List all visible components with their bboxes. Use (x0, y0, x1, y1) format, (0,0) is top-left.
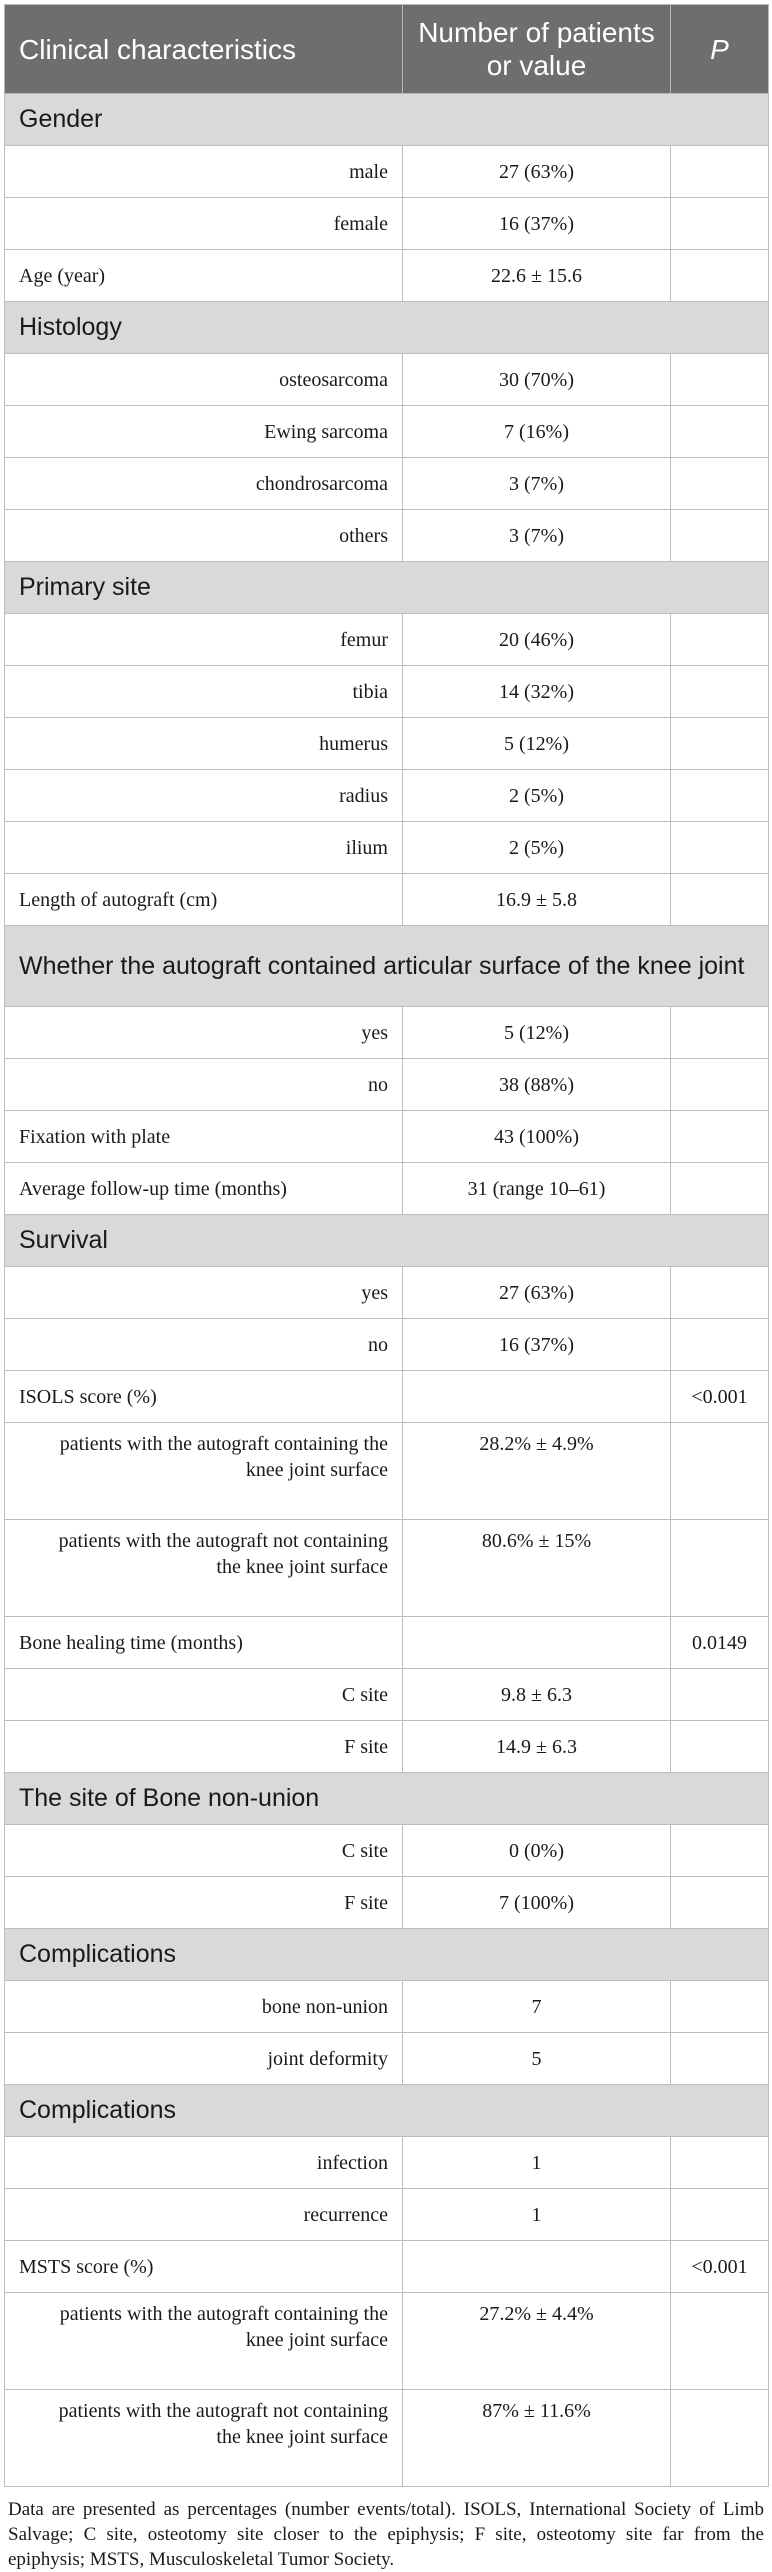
section-header-row (5, 1773, 769, 1825)
row-label: others (5, 510, 403, 562)
table-row (5, 1877, 769, 1929)
table-row (5, 406, 769, 458)
row-p-value (671, 614, 769, 666)
section-header: The site of Bone non-union (5, 1773, 769, 1825)
row-p-value (671, 2293, 769, 2390)
row-value: 2 (5%) (403, 822, 671, 874)
row-p-value (671, 1423, 769, 1520)
header-clinical-characteristics: Clinical characteristics (5, 5, 403, 94)
row-value: 1 (403, 2189, 671, 2241)
table-row (5, 614, 769, 666)
row-p-value (671, 2189, 769, 2241)
row-value: 1 (403, 2137, 671, 2189)
table-row (5, 146, 769, 198)
row-value: 14 (32%) (403, 666, 671, 718)
section-header-row (5, 1215, 769, 1267)
section-header-row (5, 1929, 769, 1981)
table-row (5, 1721, 769, 1773)
row-label: Length of autograft (cm) (5, 874, 403, 926)
table-row (5, 874, 769, 926)
row-p-value (671, 1520, 769, 1617)
table-row (5, 2189, 769, 2241)
section-header: Whether the autograft contained articular surface of the knee joint (5, 926, 769, 1007)
table-row (5, 354, 769, 406)
table-row (5, 822, 769, 874)
row-label: Fixation with plate (5, 1111, 403, 1163)
row-value: 5 (403, 2033, 671, 2085)
row-p-value (671, 458, 769, 510)
row-value: 5 (12%) (403, 1007, 671, 1059)
header-number-of-patients: Number of patients or value (403, 5, 671, 94)
table-row (5, 1111, 769, 1163)
row-p-value (671, 666, 769, 718)
row-label: Bone healing time (months) (5, 1617, 403, 1669)
row-value: 7 (100%) (403, 1877, 671, 1929)
row-p-value (671, 1825, 769, 1877)
row-label: Age (year) (5, 250, 403, 302)
row-label: ISOLS score (%) (5, 1371, 403, 1423)
section-header: Gender (5, 94, 769, 146)
row-value: 16.9 ± 5.8 (403, 874, 671, 926)
row-label: patients with the autograft containing the knee joint surface (5, 1423, 403, 1520)
table-row (5, 198, 769, 250)
table-row (5, 1825, 769, 1877)
row-p-value (671, 1059, 769, 1111)
row-label: Average follow-up time (months) (5, 1163, 403, 1215)
table-row (5, 1059, 769, 1111)
row-p-value: <0.001 (671, 2241, 769, 2293)
table-row (5, 1319, 769, 1371)
row-value: 7 (16%) (403, 406, 671, 458)
row-label: no (5, 1059, 403, 1111)
table-row (5, 2241, 769, 2293)
table-row (5, 1617, 769, 1669)
row-p-value (671, 1877, 769, 1929)
row-value: 87% ± 11.6% (403, 2390, 671, 2487)
table-row (5, 2390, 769, 2487)
clinical-characteristics-table (4, 4, 769, 2487)
row-label: recurrence (5, 2189, 403, 2241)
row-label: no (5, 1319, 403, 1371)
row-label: osteosarcoma (5, 354, 403, 406)
row-p-value (671, 198, 769, 250)
row-value: 27.2% ± 4.4% (403, 2293, 671, 2390)
row-p-value (671, 874, 769, 926)
row-value: 5 (12%) (403, 718, 671, 770)
row-label: radius (5, 770, 403, 822)
row-p-value: 0.0149 (671, 1617, 769, 1669)
row-p-value (671, 406, 769, 458)
row-value: 16 (37%) (403, 1319, 671, 1371)
row-p-value (671, 250, 769, 302)
table-row (5, 1267, 769, 1319)
row-label: ilium (5, 822, 403, 874)
row-label: patients with the autograft containing the knee joint surface (5, 2293, 403, 2390)
row-p-value (671, 822, 769, 874)
section-header-row (5, 94, 769, 146)
row-label: Ewing sarcoma (5, 406, 403, 458)
row-label: tibia (5, 666, 403, 718)
row-label: bone non-union (5, 1981, 403, 2033)
row-value: 7 (403, 1981, 671, 2033)
row-value: 3 (7%) (403, 458, 671, 510)
row-p-value (671, 2137, 769, 2189)
row-value: 27 (63%) (403, 1267, 671, 1319)
row-label: joint deformity (5, 2033, 403, 2085)
table-row (5, 718, 769, 770)
section-header: Complications (5, 2085, 769, 2137)
row-label: male (5, 146, 403, 198)
row-value: 30 (70%) (403, 354, 671, 406)
row-p-value (671, 718, 769, 770)
row-p-value (671, 1163, 769, 1215)
section-header: Histology (5, 302, 769, 354)
row-label: yes (5, 1267, 403, 1319)
row-p-value (671, 1669, 769, 1721)
row-label: patients with the autograft not containing the knee joint surface (5, 2390, 403, 2487)
row-value: 22.6 ± 15.6 (403, 250, 671, 302)
row-p-value (671, 1721, 769, 1773)
row-p-value (671, 1981, 769, 2033)
table-row (5, 1371, 769, 1423)
row-value: 14.9 ± 6.3 (403, 1721, 671, 1773)
table-row (5, 770, 769, 822)
table-row (5, 2137, 769, 2189)
table-footnote: Data are presented as percentages (number events/total). ISOLS, International Society of Limb Salvage; C site, osteotomy site closer to the epiphysis; F site, osteotomy site far from the epiphysis; MSTS, Musculoskeletal Tumor Society. (8, 2499, 764, 2570)
section-header: Primary site (5, 562, 769, 614)
row-p-value (671, 1267, 769, 1319)
row-value: 16 (37%) (403, 198, 671, 250)
row-label: C site (5, 1669, 403, 1721)
row-p-value (671, 1007, 769, 1059)
row-value: 80.6% ± 15% (403, 1520, 671, 1617)
row-p-value (671, 2390, 769, 2487)
row-label: chondrosarcoma (5, 458, 403, 510)
row-label: infection (5, 2137, 403, 2189)
table-row (5, 2033, 769, 2085)
row-label: patients with the autograft not containing the knee joint surface (5, 1520, 403, 1617)
row-value: 27 (63%) (403, 146, 671, 198)
table-row (5, 1163, 769, 1215)
row-label: femur (5, 614, 403, 666)
row-value (403, 1371, 671, 1423)
row-value: 38 (88%) (403, 1059, 671, 1111)
table-row (5, 666, 769, 718)
table-row (5, 1981, 769, 2033)
row-p-value (671, 770, 769, 822)
section-header-row (5, 2085, 769, 2137)
row-value: 2 (5%) (403, 770, 671, 822)
row-p-value: <0.001 (671, 1371, 769, 1423)
section-header-row (5, 562, 769, 614)
row-p-value (671, 1111, 769, 1163)
table-container (4, 0, 768, 2572)
table-row (5, 1007, 769, 1059)
row-value: 28.2% ± 4.9% (403, 1423, 671, 1520)
section-header: Survival (5, 1215, 769, 1267)
row-p-value (671, 2033, 769, 2085)
table-row (5, 1669, 769, 1721)
row-p-value (671, 1319, 769, 1371)
header-p-value: P (671, 5, 769, 94)
row-value (403, 2241, 671, 2293)
row-value: 31 (range 10–61) (403, 1163, 671, 1215)
table-body (5, 94, 769, 2487)
row-value: 43 (100%) (403, 1111, 671, 1163)
row-label: humerus (5, 718, 403, 770)
row-value: 9.8 ± 6.3 (403, 1669, 671, 1721)
section-header-row (5, 926, 769, 1007)
table-row (5, 2293, 769, 2390)
row-p-value (671, 510, 769, 562)
table-row (5, 250, 769, 302)
row-p-value (671, 146, 769, 198)
table-row (5, 1423, 769, 1520)
row-label: C site (5, 1825, 403, 1877)
table-row (5, 458, 769, 510)
table-row (5, 510, 769, 562)
table-row (5, 1520, 769, 1617)
row-value (403, 1617, 671, 1669)
header-row (5, 5, 769, 94)
section-header: Complications (5, 1929, 769, 1981)
row-label: F site (5, 1721, 403, 1773)
row-label: F site (5, 1877, 403, 1929)
row-label: female (5, 198, 403, 250)
row-p-value (671, 354, 769, 406)
row-value: 3 (7%) (403, 510, 671, 562)
row-label: yes (5, 1007, 403, 1059)
section-header-row (5, 302, 769, 354)
row-value: 20 (46%) (403, 614, 671, 666)
row-value: 0 (0%) (403, 1825, 671, 1877)
row-label: MSTS score (%) (5, 2241, 403, 2293)
